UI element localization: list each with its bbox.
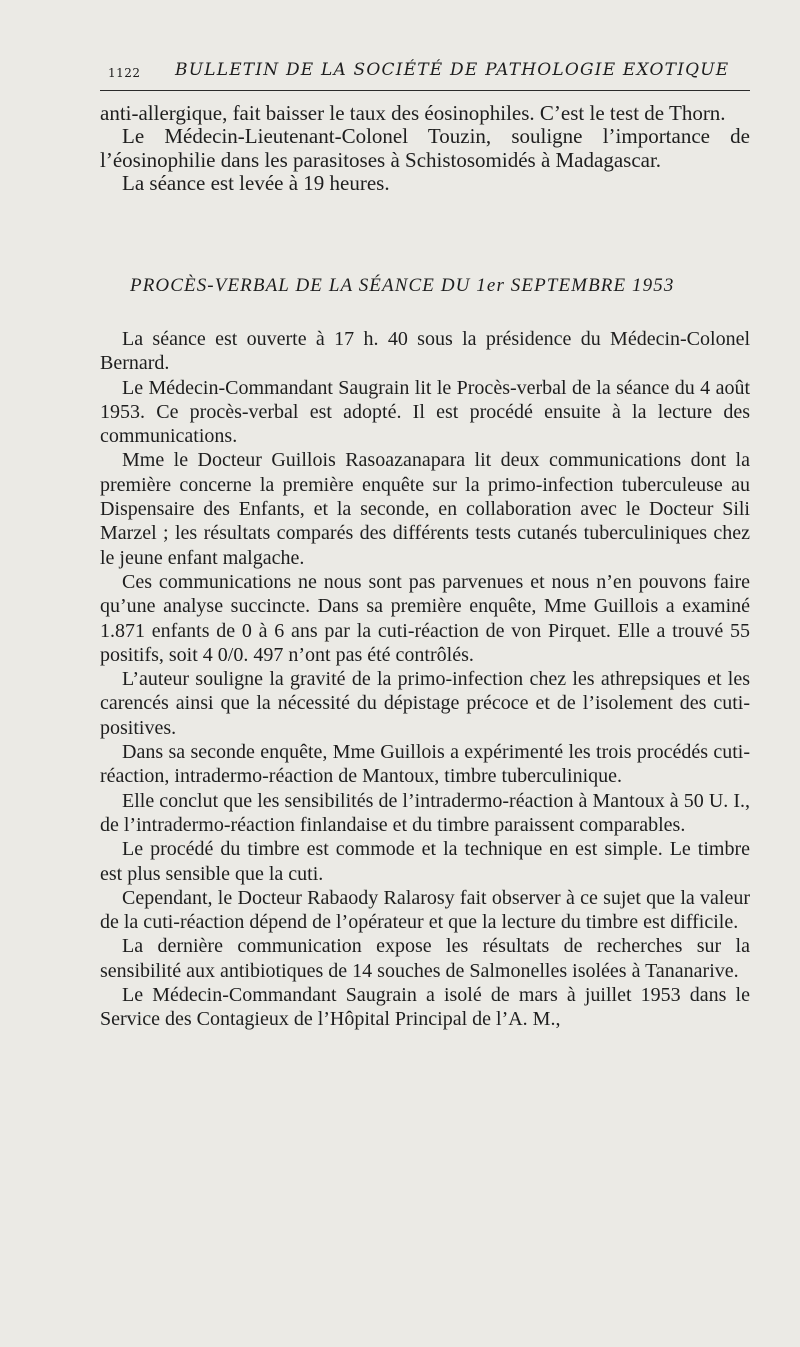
section-paragraph-4: Ces communications ne nous sont pas parvenues et nous n’en pouvons faire qu’une analyse succincte. Dans sa première enquête, Mme Guillois a examiné 1.871 enfants de 0 à 6 ans par la cuti-réaction de von Pirquet. Elle a trouvé 55 positifs, soit 4 0/0. 497 n’ont pas été contrôlés. <box>100 570 750 666</box>
section-title: PROCÈS-VERBAL DE LA SÉANCE DU 1er SEPTEMBRE 1953 <box>130 275 675 296</box>
section-paragraph-5: L’auteur souligne la gravité de la primo-infection chez les athrepsiques et les carencés ainsi que la nécessité du dépistage précoce et de l’isolement des cuti-positives. <box>100 668 750 739</box>
running-head <box>100 50 750 91</box>
section-paragraph-3: Mme le Docteur Guillois Rasoazanapara lit deux communications dont la première concerne la première enquête sur la primo-infection tuberculeuse au Dispensaire des Enfants, et la seconde, en collaboration avec le Docteur Sili Marzel ; les résultats comparés des différents tests cutanés tuberculiniques chez le jeune enfant malgache. <box>100 449 750 569</box>
section-paragraph-9: Cependant, le Docteur Rabaody Ralarosy fait observer à ce sujet que la valeur de la cuti-réaction dépend de l’opérateur et que la lecture du timbre est difficile. <box>100 886 750 934</box>
section-paragraph-6: Dans sa seconde enquête, Mme Guillois a expérimenté les trois procédés cuti-réaction, intradermo-réaction de Mantoux, timbre tuberculinique. <box>100 741 750 788</box>
section-paragraph-11: Le Médecin-Commandant Saugrain a isolé de mars à juillet 1953 dans le Service des Contagieux de l’Hôpital Principal de l’A. M., <box>100 984 750 1031</box>
intro-paragraph-3: La séance est levée à 19 heures. <box>122 170 390 195</box>
journal-title: BULLETIN DE LA SOCIÉTÉ DE PATHOLOGIE EXOTIQUE <box>175 60 730 80</box>
section-paragraph-8: Le procédé du timbre est commode et la technique en est simple. Le timbre est plus sensible que la cuti. <box>100 838 750 885</box>
section-body <box>100 327 750 1032</box>
intro-paragraph-2: Le Médecin-Lieutenant-Colonel Touzin, souligne l’importance de l’éosinophilie dans les parasitoses à Schistosomidés à Madagascar. <box>100 124 750 172</box>
section-paragraph-7: Elle conclut que les sensibilités de l’intradermo-réaction à Mantoux à 50 U. I., de l’intradermo-réaction finlandaise et du timbre paraissent comparables. <box>100 789 750 836</box>
intro-paragraph-1: anti-allergique, fait baisser le taux des éosinophiles. C’est le test de Thorn. <box>100 101 726 125</box>
intro-text <box>100 102 750 195</box>
document-page <box>100 50 750 1310</box>
section-paragraph-10: La dernière communication expose les résultats de recherches sur la sensibilité aux antibiotiques de 14 souches de Salmonelles isolées à Tananarive. <box>100 935 750 982</box>
page-number: 1122 <box>108 66 141 80</box>
section-paragraph-1: La séance est ouverte à 17 h. 40 sous la présidence du Médecin-Colonel Bernard. <box>100 328 750 375</box>
section-paragraph-2: Le Médecin-Commandant Saugrain lit le Procès-verbal de la séance du 4 août 1953. Ce procès-verbal est adopté. Il est procédé ensuite à la lecture des communications. <box>100 376 750 448</box>
